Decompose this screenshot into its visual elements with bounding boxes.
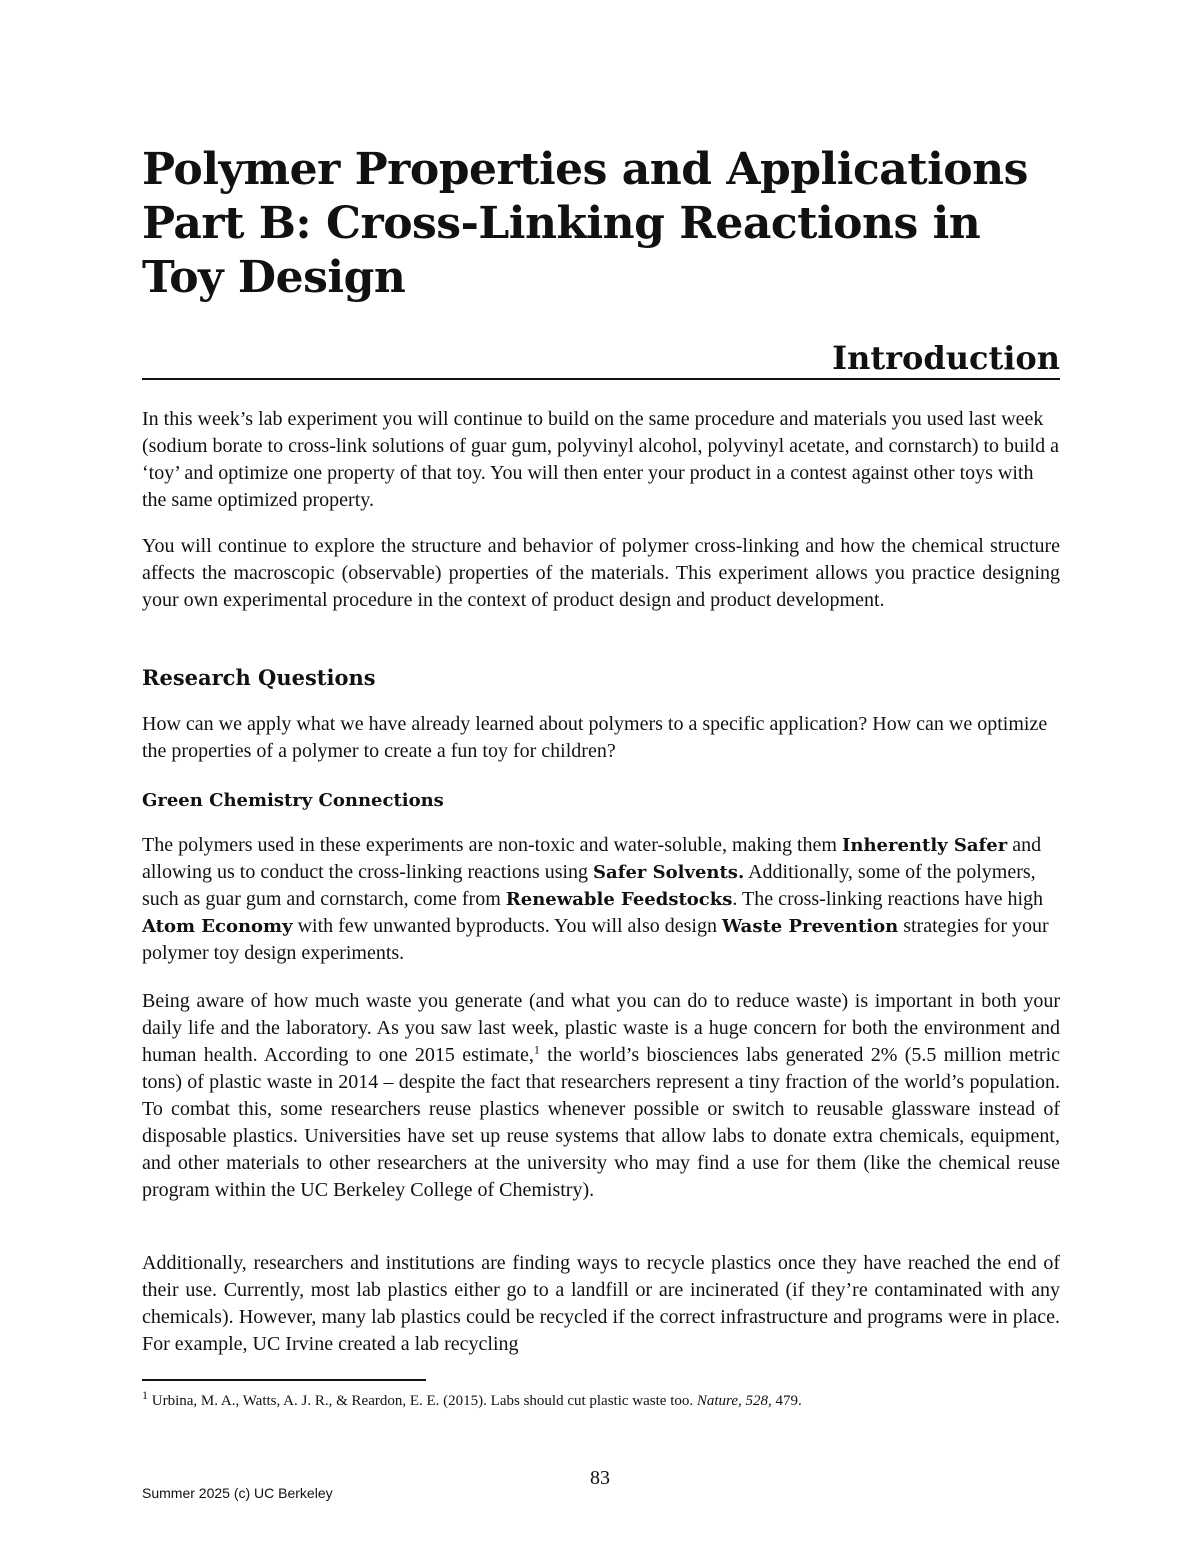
footnote-separator [142, 1379, 426, 1381]
green-chemistry-heading: Green Chemistry Connections [142, 790, 444, 811]
recycle-paragraph: Additionally, researchers and institutions are finding ways to recycle plastics once they have reached the end of their use. Currently, most lab plastics either go to a landfill or are incinerated (if they’re contaminated with any chemicals). However, many lab plastics could be recycled if the correct infrastructure and programs were in place. For example, UC Irvine created a lab recycling [142, 1252, 1060, 1355]
footnote-text-2: 479. [771, 1393, 802, 1409]
research-questions-paragraph: How can we apply what we have already learned about polymers to a specific application? How can we optimize the properties of a polymer to create a fun toy for children? [142, 713, 1048, 762]
waste-text-1: Being aware of how much waste you generate (and what you can do to reduce waste) is important in both your daily life and the laboratory. As you saw last week, plastic waste is a huge concern for both the environment and human health. According to one 2015 estimate, [142, 990, 1060, 1066]
green-chemistry-paragraph [142, 832, 1060, 967]
green-term-safer-solvents: Safer Solvents. [593, 862, 745, 883]
footnote-journal: Nature, 528, [696, 1393, 772, 1409]
research-questions-heading: Research Questions [142, 665, 376, 690]
footnote-text-1: Urbina, M. A., Watts, A. J. R., & Reardon, E. E. (2015). Labs should cut plastic waste too. [148, 1393, 697, 1409]
green-text-4: . The cross-linking reactions have high [732, 888, 1044, 910]
green-term-waste-prevention: Waste Prevention [722, 916, 899, 937]
waste-paragraph [142, 988, 1060, 1204]
waste-text-2: the world’s biosciences labs generated 2% (5.5 million metric tons) of plastic waste in 2014 – despite the fact that researchers represent a tiny fraction of the world’s population. To combat this, some researchers reuse plastics whenever possible or switch to reusable glassware instead of disposable plastics. Universities have set up reuse systems that allow labs to donate extra chemicals, equipment, and other materials to other researchers at the university who may find a use for them (like the chemical reuse program within the UC Berkeley College of Chemistry). [142, 1044, 1061, 1201]
green-text-2: and allowing us to conduct the cross-linking reactions using [142, 834, 1042, 883]
title-line-3: Toy Design [142, 252, 406, 303]
footnote-marker: 1 [142, 1388, 148, 1402]
page-number: 83 [590, 1467, 610, 1489]
green-text-6: strategies for your polymer toy design experiments. [142, 915, 1049, 964]
footnote [142, 1388, 1060, 1411]
footer-copyright: Summer 2025 (c) UC Berkeley [142, 1485, 333, 1501]
page-title [142, 143, 1072, 305]
green-term-renewable-feedstocks: Renewable Feedstocks [505, 889, 733, 910]
introduction-rule [142, 378, 1060, 380]
green-text-3: Additionally, some of the polymers, such as guar gum and cornstarch, come from [142, 861, 1036, 910]
intro-paragraph-2: You will continue to explore the structure and behavior of polymer cross-linking and how the chemical structure affects the macroscopic (observable) properties of the materials. This experiment allows you practice designing your own experimental procedure in the context of product design and product development. [142, 535, 1060, 611]
green-term-atom-economy: Atom Economy [142, 916, 293, 937]
green-text-1: The polymers used in these experiments are non-toxic and water-soluble, making them [142, 834, 842, 856]
title-line-2: Part B: Cross-Linking Reactions in [142, 198, 981, 249]
footnote-reference[interactable]: 1 [533, 1042, 540, 1057]
intro-paragraph-1: In this week’s lab experiment you will continue to build on the same procedure and materials you used last week (sodium borate to cross-link solutions of guar gum, polyvinyl alcohol, polyvinyl acetate, and cornstarch) to build a ‘toy’ and optimize one property of that toy. You will then enter your product in a contest against other toys with the same optimized property. [142, 408, 1060, 511]
green-term-inherently-safer: Inherently Safer [841, 835, 1008, 856]
green-text-5: with few unwanted byproducts. You will also design [292, 915, 722, 937]
title-line-1: Polymer Properties and Applications [142, 144, 1028, 195]
introduction-heading: Introduction [832, 339, 1060, 377]
